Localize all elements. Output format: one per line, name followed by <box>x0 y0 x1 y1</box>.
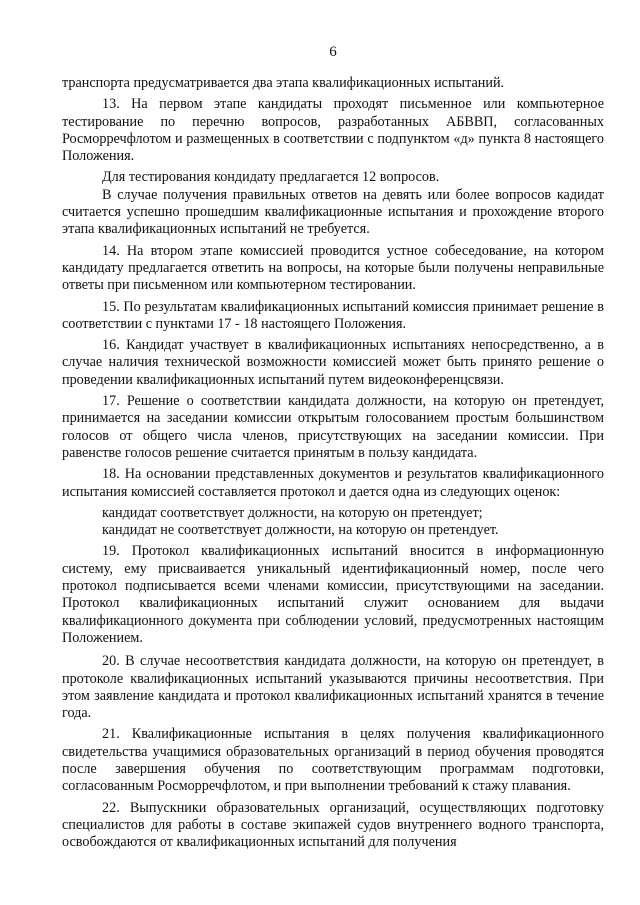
paragraph-12-questions: Для тестирования кондидату предлагается 12 вопросов. <box>102 169 440 186</box>
assessment-option-pass: кандидат соответствует должности, на которую он претендует; <box>102 504 483 521</box>
paragraph-20: 20. В случае несоответствия кандидата должности, на которую он претендует, в протоколе квалификационных испытаний указываются причины несоответствия. При этом заявление кандидата и протокол квалификационных испытаний хранятся в течение года. <box>62 653 604 722</box>
page-number: 6 <box>329 44 337 60</box>
paragraph-17: 17. Решение о соответствии кандидата должности, на которую он претендует, принимается на заседании комиссии открытым голосованием простым большинством голосов от общего числа членов, присутствующих на заседании комиссии. При равенстве голосов решение считается принятым в пользу кандидата. <box>62 393 604 461</box>
paragraph-nine-answers: В случае получения правильных ответов на девять или более вопросов кадидат считается успешно прошедшим квалификационные испытания и прохождение второго этапа квалификационных испытаний не требуется. <box>62 186 604 238</box>
document-body <box>62 75 604 851</box>
paragraph-18: 18. На основании представленных документов и результатов квалификационного испытания комиссией составляется протокол и дается одна из следующих оценок: <box>62 466 604 500</box>
paragraph-continuation: транспорта предусматривается два этапа квалификационных испытаний. <box>62 75 505 91</box>
paragraph-14: 14. На втором этапе комиссией проводится устное собеседование, на котором кандидату предлагается ответить на вопросы, на которые были получены неправильные ответы при письменном или компьютерном тестировании. <box>62 242 604 294</box>
paragraph-16: 16. Кандидат участвует в квалификационных испытаниях непосредственно, а в случае наличия технической возможности комиссией может быть принято решение о проведении квалификационных испытаний путем видеоконференцсвязи. <box>62 337 604 388</box>
paragraph-19: 19. Протокол квалификационных испытаний вносится в информационную систему, ему присваивается уникальный идентификационный номер, после чего протокол подписывается всеми членами комиссии, присутствующими на заседании. Протокол квалификационных испытаний служит основанием для выдачи квалификационного документа при соблюдении условий, предусмотренных настоящим Положением. <box>62 543 604 646</box>
paragraph-15: 15. По результатам квалификационных испытаний комиссия принимает решение в соответствии с пунктами 17 - 18 настоящего Положения. <box>62 298 604 332</box>
assessment-option-fail: кандидат не соответствует должности, на которую он претендует. <box>102 522 499 539</box>
paragraph-22: 22. Выпускники образовательных организаций, осуществляющих подготовку специалистов для работы в составе экипажей судов внутреннего водного транспорта, освобождаются от квалификационных испытаний для получения <box>62 799 604 851</box>
paragraph-21: 21. Квалификационные испытания в целях получения квалификационного свидетельства учащимися образовательных организаций в период обучения проводятся после завершения обучения по соответствующим программам подготовки, согласованным Росморречфлотом, и при выполнении требований к стажу плавания. <box>62 726 604 795</box>
paragraph-13: 13. На первом этапе кандидаты проходят письменное или компьютерное тестирование по перечню вопросов, разработанных АБВВП, согласованных Росморречфлотом и размещенных в соответствии с подпунктом «д» пункта 8 настоящего Положения. <box>62 96 604 165</box>
